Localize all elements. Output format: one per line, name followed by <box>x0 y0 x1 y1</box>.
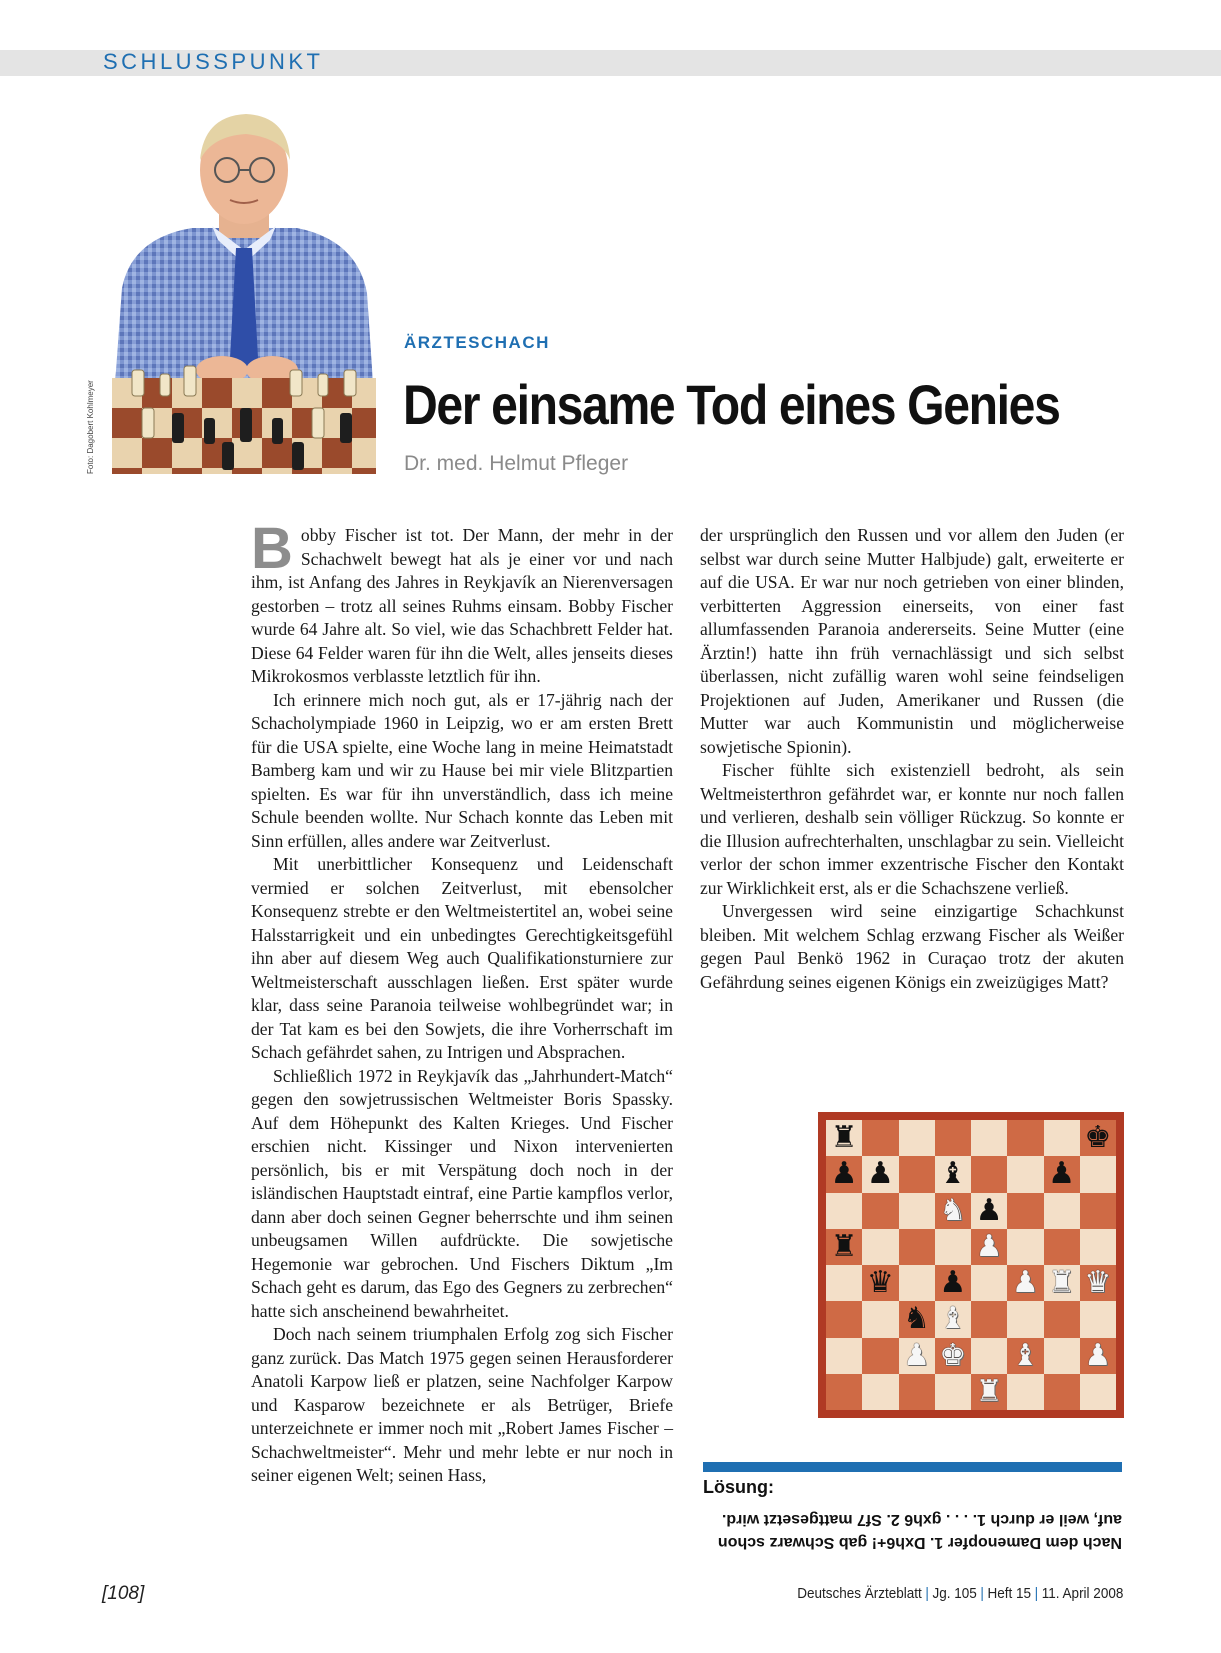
footer-citation: Deutsches Ärzteblatt | Jg. 105 | Heft 15 | 11. April 2008 <box>796 1585 1123 1602</box>
square-h3 <box>1080 1301 1116 1337</box>
square-g5 <box>1044 1229 1080 1265</box>
white-bishop-icon: ♝ <box>939 1301 967 1337</box>
square-e5 <box>971 1229 1007 1265</box>
solution-label: Lösung: <box>703 1477 774 1497</box>
square-d8 <box>935 1120 971 1156</box>
square-d5 <box>935 1229 971 1265</box>
chessboard <box>826 1120 1116 1410</box>
paragraph: der ursprünglich den Russen und vor allem den Juden (er selbst war durch seine Mutter Halbjude) galt, erweiterte er auf die USA. Er war nur noch getrieben von einer blinden, verbitterten Aggression einerseits, von einer fast allumfassenden Paranoia andererseits. Seine Mutter (eine Ärztin!) hatte ihn früh vernachlässigt und sich selbst überlassen, nicht zufällig waren wohl seine feindseligen Projektionen auf Juden, Amerikaner und Russen (die Mutter war auch Kommunistin und möglicherweise sowjetische Spionin). <box>700 525 1124 757</box>
white-pawn-icon: ♟ <box>903 1337 931 1373</box>
square-h1 <box>1080 1374 1116 1410</box>
square-e2 <box>971 1338 1007 1374</box>
square-h5 <box>1080 1229 1116 1265</box>
square-b3 <box>862 1301 898 1337</box>
black-king-icon: ♚ <box>1084 1120 1112 1156</box>
article-kicker: ÄRZTESCHACH <box>404 333 550 352</box>
square-g8 <box>1044 1120 1080 1156</box>
square-b6 <box>862 1193 898 1229</box>
black-pawn-icon: ♟ <box>975 1192 1003 1228</box>
square-g4 <box>1044 1265 1080 1301</box>
square-a1 <box>826 1374 862 1410</box>
square-b8 <box>862 1120 898 1156</box>
white-king-icon: ♚ <box>939 1337 967 1373</box>
square-d6 <box>935 1193 971 1229</box>
square-f2 <box>1007 1338 1043 1374</box>
article-column-right <box>700 524 1124 994</box>
black-rook-icon: ♜ <box>830 1120 858 1156</box>
square-d2 <box>935 1338 971 1374</box>
author-photo <box>112 108 376 474</box>
paragraph: Unvergessen wird seine einzigartige Schachkunst bleiben. Mit welchem Schlag erzwang Fischer als Weißer gegen Paul Benkö 1962 in Curaçao trotz der akuten Gefährdung seines eigenen Königs ein zweizügiges Matt? <box>700 901 1124 992</box>
square-e1 <box>971 1374 1007 1410</box>
square-d1 <box>935 1374 971 1410</box>
square-c7 <box>899 1156 935 1192</box>
square-g3 <box>1044 1301 1080 1337</box>
solution-bar <box>703 1462 1122 1472</box>
square-h2 <box>1080 1338 1116 1374</box>
square-h4 <box>1080 1265 1116 1301</box>
square-a5 <box>826 1229 862 1265</box>
paragraph: Schließlich 1972 in Reykjavík das „Jahrhundert-Match“ gegen den sowjetrussischen Weltmeister Boris Spassky. Auf dem Höhepunkt des Kalten Krieges. Und Fischer erschien nicht. Kissinger und Nixon intervenierten persönlich, bis er mit Verspätung doch noch in der isländischen Hauptstadt eintraf, eine Partie kampflos verlor, dann aber doch seinen Gegner beherrschte und ihm seinen unbeugsamen Willen aufdrückte. Die sowjetische Hegemonie war gebrochen. Und Fischers Diktum „Im Schach geht es darum, das Ego des Gegners zu zerbrechen“ hatte sich anscheinend bewahrheitet. <box>251 1065 673 1321</box>
square-f6 <box>1007 1193 1043 1229</box>
article-title: Der einsame Tod eines Genies <box>403 373 1060 436</box>
square-f1 <box>1007 1374 1043 1410</box>
square-d4 <box>935 1265 971 1301</box>
square-g7 <box>1044 1156 1080 1192</box>
square-h8 <box>1080 1120 1116 1156</box>
black-bishop-icon: ♝ <box>939 1156 967 1192</box>
white-bishop-icon: ♝ <box>1011 1337 1039 1373</box>
white-pawn-icon: ♟ <box>1011 1265 1039 1301</box>
black-pawn-icon: ♟ <box>1048 1156 1076 1192</box>
page-number: [108] <box>102 1583 145 1604</box>
square-a3 <box>826 1301 862 1337</box>
white-knight-icon: ♞ <box>939 1192 967 1228</box>
square-c2 <box>899 1338 935 1374</box>
square-e7 <box>971 1156 1007 1192</box>
square-c1 <box>899 1374 935 1410</box>
square-f8 <box>1007 1120 1043 1156</box>
square-e4 <box>971 1265 1007 1301</box>
square-a4 <box>826 1265 862 1301</box>
square-g1 <box>1044 1374 1080 1410</box>
journal-issue: Heft 15 <box>987 1585 1031 1602</box>
journal-volume: Jg. 105 <box>932 1585 977 1602</box>
square-f7 <box>1007 1156 1043 1192</box>
square-d3 <box>935 1301 971 1337</box>
white-rook-icon: ♜ <box>975 1373 1003 1409</box>
photo-credit: Foto: Dagobert Kohlmeyer <box>86 380 95 474</box>
black-pawn-icon: ♟ <box>830 1156 858 1192</box>
paragraph: Ich erinnere mich noch gut, als er 17-jährig nach der Schacholympiade 1960 in Leipzig, wo er am ersten Brett für die USA spielte, eine Woche lang in meine Heimatstadt Bamberg kam und wir zu Hause bei mir viele Blitzpartien spielten. Es war für ihn unverständlich, dass ich meine Schule beenden wollte. Nur Schach konnte das Leben mit Sinn erfüllen, alles andere war Zeitverlust. <box>251 689 673 851</box>
white-pawn-icon: ♟ <box>1084 1337 1112 1373</box>
black-knight-icon: ♞ <box>903 1301 931 1337</box>
article-author: Dr. med. Helmut Pfleger <box>404 452 629 475</box>
square-e6 <box>971 1193 1007 1229</box>
square-h6 <box>1080 1193 1116 1229</box>
square-b2 <box>862 1338 898 1374</box>
square-c3 <box>899 1301 935 1337</box>
square-g6 <box>1044 1193 1080 1229</box>
black-pawn-icon: ♟ <box>866 1156 894 1192</box>
square-c5 <box>899 1229 935 1265</box>
paragraph: Fischer fühlte sich existenziell bedroht, als sein Weltmeisterthron gefährdet war, er konnte nur noch fallen und verlieren, deshalb sein völliger Rückzug. So konnte er die Illusion aufrechterhalten, unschlagbar zu sein. Vielleicht verlor der schon immer exzentrische Fischer den Kontakt zur Wirklichkeit erst, als er die Schachszene verließ. <box>700 760 1124 898</box>
square-b5 <box>862 1229 898 1265</box>
white-rook-icon: ♜ <box>1048 1265 1076 1301</box>
square-e3 <box>971 1301 1007 1337</box>
black-queen-icon: ♛ <box>866 1265 894 1301</box>
journal-date: 11. April 2008 <box>1041 1585 1123 1602</box>
square-c4 <box>899 1265 935 1301</box>
square-b4 <box>862 1265 898 1301</box>
square-f4 <box>1007 1265 1043 1301</box>
article-column-left <box>251 516 673 1488</box>
chess-diagram <box>818 1112 1124 1418</box>
journal-name: Deutsches Ärzteblatt <box>796 1585 922 1602</box>
white-pawn-icon: ♟ <box>975 1228 1003 1264</box>
square-h7 <box>1080 1156 1116 1192</box>
square-b1 <box>862 1374 898 1410</box>
square-g2 <box>1044 1338 1080 1374</box>
drop-cap: B <box>251 516 293 581</box>
square-a2 <box>826 1338 862 1374</box>
square-e8 <box>971 1120 1007 1156</box>
paragraph: Mit unerbittlicher Konsequenz und Leidenschaft vermied er solchen Zeitverlust, mit ebensolcher Konsequenz strebte er den Weltmeistertitel an, wobei seine Halsstarrigkeit und ein unbedingtes Gerechtigkeitsgefühl ihn aber auf diesem Weg auch Qualifikationsturniere zur Weltmeisterschaft ausschlagen ließen. Erst später wurde klar, dass seine Paranoia teilweise wohlbegründet war; in der Tat kam es bei den Sowjets, die ihre Vorherrschaft im Schach gefährdet sahen, zu Intrigen und Absprachen. <box>251 854 673 1062</box>
black-rook-icon: ♜ <box>830 1228 858 1264</box>
square-c6 <box>899 1193 935 1229</box>
black-pawn-icon: ♟ <box>939 1265 967 1301</box>
square-f3 <box>1007 1301 1043 1337</box>
square-a8 <box>826 1120 862 1156</box>
paragraph: Doch nach seinem triumphalen Erfolg zog sich Fischer ganz zurück. Das Match 1975 gegen seinen Herausforderer Anatoli Karpow ließ er platzen, seine Nachfolger Karpow und Kasparow bezeichnete er als Betrüger, Briefe unterzeichnete er immer noch mit „Robert James Fischer – Schachweltmeister“. Mehr und mehr lebte er nur noch in seiner eigenen Welt; seinen Hass, <box>251 1324 673 1485</box>
square-a6 <box>826 1193 862 1229</box>
square-d7 <box>935 1156 971 1192</box>
white-queen-icon: ♛ <box>1084 1265 1112 1301</box>
section-label: SCHLUSSPUNKT <box>103 49 324 74</box>
square-c8 <box>899 1120 935 1156</box>
square-b7 <box>862 1156 898 1192</box>
paragraph: Bobby Fischer ist tot. Der Mann, der mehr in der Schachwelt bewegt hat als je einer vor und nach ihm, ist Anfang des Jahres in Reykjavík an Nierenversagen gestorben – trotz all seines Ruhms einsam. Bobby Fischer wurde 64 Jahre alt. So viel, wie das Schachbrett Felder hat. Diese 64 Felder waren für ihn die Welt, alles jenseits dieses Mikrokosmos verblasste letztlich für ihn. <box>251 516 673 686</box>
square-a7 <box>826 1156 862 1192</box>
solution-text-upside-down: Nach dem Damenopfer 1. Dxh6+! gab Schwarz schon auf, weil er durch 1. . . . gxh6 2. Sf7 mattgesetzt wird. <box>717 1511 1122 1551</box>
square-f5 <box>1007 1229 1043 1265</box>
